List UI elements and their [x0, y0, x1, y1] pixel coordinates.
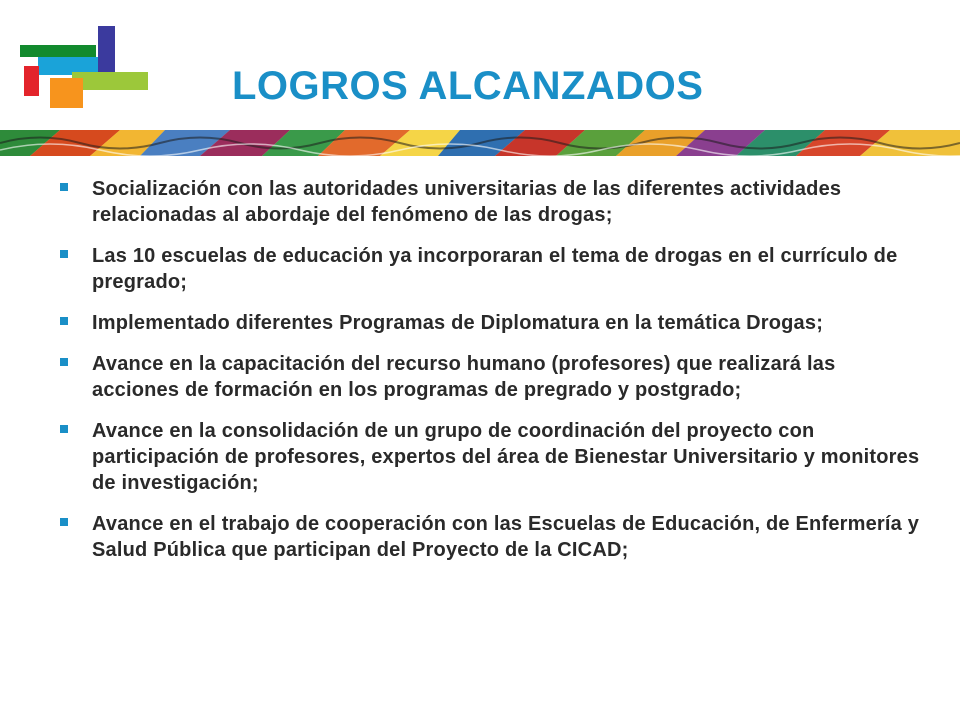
list-item: [56, 351, 926, 403]
list-item: [56, 243, 926, 295]
logo-color-blocks: [0, 0, 160, 120]
square-bullet-icon: [60, 358, 68, 366]
square-bullet-icon: [60, 250, 68, 258]
square-bullet-icon: [60, 317, 68, 325]
list-item-text: Avance en la consolidación de un grupo de coordinación del proyecto con participación de profesores, expertos del área de Bienestar Universitario y monitores de investigación;: [92, 420, 920, 494]
list-item: [56, 418, 926, 496]
list-item-text: Socialización con las autoridades universitarias de las diferentes actividades relacionadas al abordaje del fenómeno de las drogas;: [92, 178, 842, 226]
decorative-pattern-band: [0, 130, 960, 156]
list-item: [56, 511, 926, 563]
list-item-text: Implementado diferentes Programas de Diplomatura en la temática Drogas;: [92, 312, 824, 334]
slide-title: LOGROS ALCANZADOS: [232, 64, 704, 108]
square-bullet-icon: [60, 425, 68, 433]
list-item: [56, 176, 926, 228]
list-item-text: Avance en la capacitación del recurso humano (profesores) que realizará las acciones de formación en los programas de pregrado y postgrado;: [92, 353, 836, 401]
list-item: [56, 310, 926, 336]
list-item-text: Avance en el trabajo de cooperación con las Escuelas de Educación, de Enfermería y Salud Pública que participan del Proyecto de la CICAD;: [92, 513, 920, 561]
list-item-text: Las 10 escuelas de educación ya incorporaran el tema de drogas en el currículo de pregrado;: [92, 245, 898, 293]
achievements-list: [56, 176, 926, 578]
square-bullet-icon: [60, 518, 68, 526]
square-bullet-icon: [60, 183, 68, 191]
